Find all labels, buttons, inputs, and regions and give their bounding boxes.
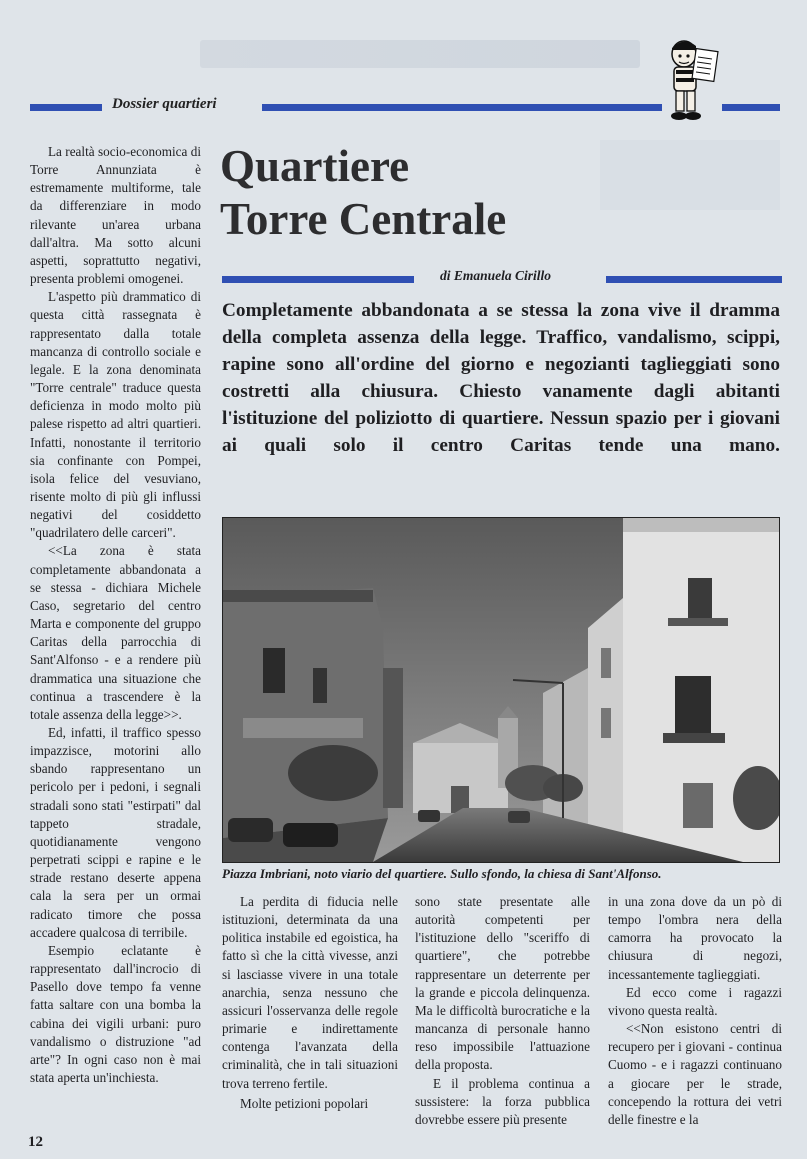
article-column-4 <box>608 893 782 1129</box>
section-label: Dossier quartieri <box>112 96 217 112</box>
paragraph: Ed, infatti, il traffico spesso impazzisce, motorini allo sbando rappresentano un pericolo per i pedoni, i segnali stradali sono stati "estirpati" dal tappeto stradale, quotidianamente vengono perpetrati scippi e rapine e le strade restano deserte appena cala la sera per un ormai radicato timore che possa accadere qualcosa di terribile. <box>30 725 201 940</box>
title-line-2: Torre Centrale <box>220 194 507 244</box>
byline-rule-left <box>222 276 414 283</box>
street-photo <box>222 517 780 863</box>
header-rule-right <box>262 104 662 111</box>
paragraph: La perdita di fiducia nelle istituzioni, determinata da una politica instabile ed egoistica, ha fatto sì che la città vivesse, anzi si lasciasse vivere in una totale anarchia, senza nessuno che assicuri l'osservanza delle regole primarie e indirettamente contenga l'avanzata della criminalità, che in tali situazioni trova terreno fertile. <box>222 894 398 1091</box>
newspaper-reader-mascot-icon <box>662 36 720 124</box>
article-column-1 <box>30 143 201 1087</box>
byline: di Emanuela Cirillo <box>440 268 552 283</box>
paragraph: L'aspetto più drammatico di questa città rassegnata è rappresentato dalla totale mancanza di controllo sociale e legale. E la zona denominata "Torre centrale" traduce questa deficienza in modo molto più palese rispetto ad altri quartieri. Infatti, nonostante il territorio sia confinante con Pompei, isola felice del vesuviano, risente molto di più gli influssi negativi del cosiddetto "quadrilatero delle carceri". <box>30 289 201 541</box>
bleed-through-shapes <box>200 40 640 68</box>
paragraph: La realtà socio-economica di Torre Annunziata è estremamente multiforme, tale da differenziare in modo rilevante un'area urbana dall'altra. Ma sotto alcuni aspetti, soprattutto negativi, presenta problemi omogenei. <box>30 144 201 287</box>
article-title <box>220 140 506 246</box>
paragraph: E il problema continua a sussistere: la forza pubblica dovrebbe essere più presente <box>415 1075 590 1127</box>
page-number: 12 <box>28 1134 43 1150</box>
bleed-through-shapes-2 <box>600 140 780 210</box>
paragraph: <<La zona è stata completamente abbandonata a se stessa - dichiara Michele Caso, segretario del centro Marta e componente del gruppo Caritas della parrocchia di Sant'Alfonso - e a rendere più drammatica una situazione che continua a trascendere è la totale assenza della legge>>. <box>30 543 201 722</box>
paragraph: Ed ecco come i ragazzi vivono questa realtà. <box>608 984 782 1018</box>
header-rule-left <box>30 104 102 111</box>
street-photo-drawing <box>223 518 779 862</box>
article-column-2 <box>222 893 398 1113</box>
paragraph: sono state presentate alle autorità competenti per l'istituzione dello "sceriffo di quartiere", che potrebbe rappresentare un deterrente per la grande e piccola delinquenza. Ma le difficoltà burocratiche e la mancanza di personale hanno reso impossibile l'attuazione della proposta. <box>415 894 590 1073</box>
paragraph: Esempio eclatante è rappresentato dall'incrocio di Pasello dove tempo fa venne fatta saltare con una bomba la cabina dei vigili urbani: puro vandalismo o distruzione "ad arte"? In ogni caso non è mai stata aperta un'inchiesta. <box>30 942 201 1085</box>
byline-rule-right <box>606 276 782 283</box>
article-column-3 <box>415 893 590 1129</box>
article-lead: Completamente abbandonata a se stessa la zona vive il dramma della completa assenza della legge. Traffico, vandalismo, scippi, rapine sono all'ordine del giorno e negozianti taglieggiati sono costretti alla chiusura. Chiesto vanamente dagli abitanti l'istituzione del poliziotto di quartiere. Nessun spazio per i giovani ai quali solo il centro Caritas tende una mano. <box>222 300 780 456</box>
paragraph: in una zona dove da un pò di tempo l'ombra nera della camorra ha provocato la chiusura di negozi, incessantemente taglieggiati. <box>608 894 782 982</box>
photo-caption: Piazza Imbriani, noto viario del quartiere. Sullo sfondo, la chiesa di Sant'Alfonso. <box>222 866 662 881</box>
paragraph: Molte petizioni popolari <box>240 1095 369 1111</box>
paragraph: <<Non esistono centri di recupero per i giovani - continua Cuomo - e i ragazzi continuano a giocare per le strade, concependo la rottura dei vetri delle finestre e la <box>608 1021 782 1127</box>
title-line-1: Quartiere <box>220 141 410 191</box>
header-rule-far-right <box>722 104 780 111</box>
